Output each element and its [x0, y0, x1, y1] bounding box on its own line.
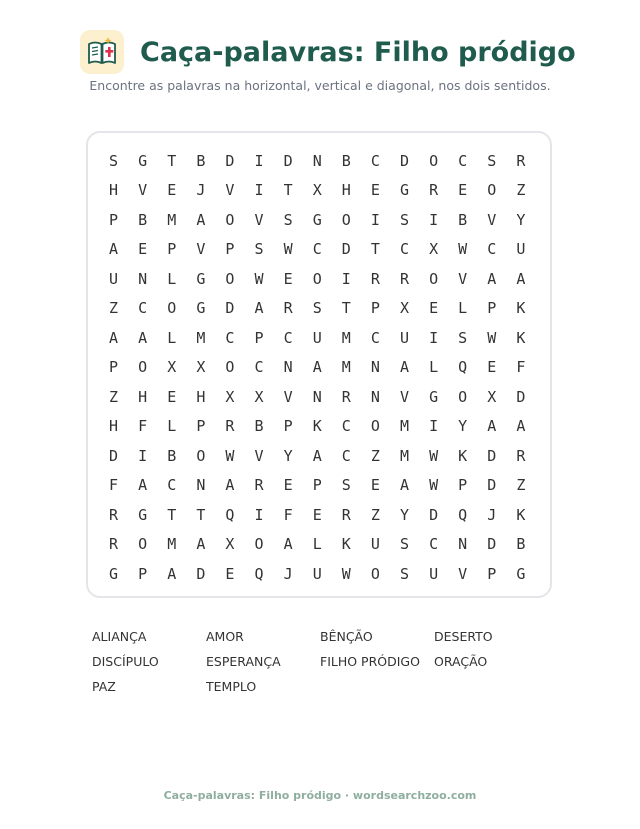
grid-cell[interactable]: N [312, 151, 322, 170]
grid-cell[interactable]: A [196, 535, 206, 554]
grid-cell[interactable]: S [399, 535, 409, 554]
grid-cell[interactable]: A [487, 417, 497, 436]
grid-cell[interactable]: P [487, 299, 497, 318]
grid-cell[interactable]: C [341, 446, 351, 465]
grid-row [99, 235, 535, 265]
grid-cell[interactable]: W [487, 328, 497, 347]
grid-cell[interactable]: V [225, 181, 235, 200]
grid-cell[interactable]: T [283, 181, 293, 200]
grid-row [99, 530, 535, 560]
grid-cell[interactable]: V [254, 446, 264, 465]
grid-cell[interactable]: A [254, 299, 264, 318]
grid-cell[interactable]: P [370, 299, 380, 318]
grid-cell[interactable]: H [109, 181, 119, 200]
grid-cell[interactable]: Z [109, 387, 119, 406]
grid-row [99, 382, 535, 412]
grid-cell[interactable]: A [167, 564, 177, 583]
grid-cell[interactable]: I [138, 446, 148, 465]
grid-cell[interactable]: I [254, 151, 264, 170]
grid-cell[interactable]: I [429, 210, 439, 229]
word-list-item: AMOR [206, 629, 244, 644]
grid-cell[interactable]: R [109, 535, 119, 554]
open-book-icon [80, 30, 124, 74]
grid-cell[interactable]: G [312, 210, 322, 229]
grid-cell[interactable]: E [167, 181, 177, 200]
grid-cell[interactable]: Y [399, 505, 409, 524]
grid-cell[interactable]: P [138, 564, 148, 583]
grid-cell[interactable]: M [196, 328, 206, 347]
grid-row [99, 264, 535, 294]
grid-cell[interactable]: D [487, 535, 497, 554]
grid-cell[interactable]: H [196, 387, 206, 406]
grid-cell[interactable]: B [516, 535, 526, 554]
grid-cell[interactable]: I [429, 328, 439, 347]
grid-cell[interactable]: B [341, 151, 351, 170]
grid-cell[interactable]: J [196, 181, 206, 200]
grid-cell[interactable]: N [458, 535, 468, 554]
grid-cell[interactable]: C [225, 328, 235, 347]
grid-cell[interactable]: L [167, 269, 177, 288]
grid-cell[interactable]: M [167, 210, 177, 229]
grid-cell[interactable]: V [283, 387, 293, 406]
grid-cell[interactable]: P [167, 240, 177, 259]
footer: Caça-palavras: Filho pródigo · wordsearchzoo.com [163, 789, 477, 802]
grid-cell[interactable]: W [225, 446, 235, 465]
grid-cell[interactable]: N [312, 387, 322, 406]
grid-cell[interactable]: S [254, 240, 264, 259]
grid-row [99, 353, 535, 383]
grid-cell[interactable]: U [370, 535, 380, 554]
grid-cell[interactable]: D [283, 151, 293, 170]
grid-cell[interactable]: L [167, 417, 177, 436]
grid-cell[interactable]: X [225, 535, 235, 554]
grid-cell[interactable]: O [225, 358, 235, 377]
grid-cell[interactable]: C [429, 535, 439, 554]
grid-cell[interactable]: R [283, 299, 293, 318]
grid-cell[interactable]: F [283, 505, 293, 524]
grid-row [99, 294, 535, 324]
grid-cell[interactable]: A [399, 358, 409, 377]
grid-cell[interactable]: I [254, 505, 264, 524]
grid-cell[interactable]: U [399, 328, 409, 347]
word-list-item: ESPERANÇA [206, 654, 281, 669]
grid-cell[interactable]: C [254, 358, 264, 377]
grid-cell[interactable]: C [138, 299, 148, 318]
grid-cell[interactable]: Q [254, 564, 264, 583]
grid-cell[interactable]: T [341, 299, 351, 318]
grid-cell[interactable]: M [341, 358, 351, 377]
grid-cell[interactable]: A [283, 535, 293, 554]
grid-cell[interactable]: R [341, 387, 351, 406]
grid-cell[interactable]: X [487, 387, 497, 406]
grid-cell[interactable]: N [138, 269, 148, 288]
grid-cell[interactable]: G [138, 151, 148, 170]
grid-cell[interactable]: R [225, 417, 235, 436]
word-list-item: BÊNÇÃO [320, 629, 373, 644]
grid-cell[interactable]: V [458, 269, 468, 288]
grid-cell[interactable]: P [109, 210, 119, 229]
grid-cell[interactable]: A [225, 476, 235, 495]
grid-cell[interactable]: C [283, 328, 293, 347]
grid-cell[interactable]: C [370, 151, 380, 170]
grid-cell[interactable]: U [516, 240, 526, 259]
grid-row [99, 500, 535, 530]
grid-cell[interactable]: R [370, 269, 380, 288]
grid-cell[interactable]: I [254, 181, 264, 200]
grid-cell[interactable]: W [254, 269, 264, 288]
grid-cell[interactable]: T [167, 505, 177, 524]
grid-cell[interactable]: H [341, 181, 351, 200]
grid-cell[interactable]: B [254, 417, 264, 436]
grid-cell[interactable]: M [399, 446, 409, 465]
grid-cell[interactable]: U [429, 564, 439, 583]
grid-cell[interactable]: T [167, 151, 177, 170]
grid-cell[interactable]: D [109, 446, 119, 465]
grid-cell[interactable]: D [196, 564, 206, 583]
grid-cell[interactable]: A [516, 269, 526, 288]
word-list-item: PAZ [92, 679, 116, 694]
grid-cell[interactable]: D [399, 151, 409, 170]
grid-cell[interactable]: V [254, 210, 264, 229]
grid-cell[interactable]: K [516, 328, 526, 347]
grid-cell[interactable]: S [399, 210, 409, 229]
grid-cell[interactable]: W [429, 446, 439, 465]
grid-cell[interactable]: O [167, 299, 177, 318]
grid-cell[interactable]: V [399, 387, 409, 406]
grid-cell[interactable]: A [109, 240, 119, 259]
grid-cell[interactable]: U [109, 269, 119, 288]
grid-cell[interactable]: W [283, 240, 293, 259]
grid-cell[interactable]: O [370, 564, 380, 583]
grid-cell[interactable]: A [109, 328, 119, 347]
word-list-item: ORAÇÃO [434, 654, 488, 669]
grid-cell[interactable]: E [283, 269, 293, 288]
grid-cell[interactable]: S [487, 151, 497, 170]
grid-cell[interactable]: O [458, 387, 468, 406]
grid-row [99, 323, 535, 353]
grid-cell[interactable]: P [225, 240, 235, 259]
grid-cell[interactable]: E [370, 476, 380, 495]
grid-cell[interactable]: Q [225, 505, 235, 524]
grid-cell[interactable]: C [458, 151, 468, 170]
grid-cell[interactable]: C [487, 240, 497, 259]
grid-row [99, 176, 535, 206]
grid-cell[interactable]: R [516, 151, 526, 170]
grid-cell[interactable]: P [196, 417, 206, 436]
grid-cell[interactable]: M [341, 328, 351, 347]
grid-cell[interactable]: O [138, 535, 148, 554]
grid-cell[interactable]: A [196, 210, 206, 229]
grid-cell[interactable]: H [138, 387, 148, 406]
grid-cell[interactable]: O [196, 446, 206, 465]
grid-cell[interactable]: G [516, 564, 526, 583]
grid-row [99, 412, 535, 442]
grid-cell[interactable]: Z [370, 505, 380, 524]
grid-cell[interactable]: O [429, 151, 439, 170]
grid-cell[interactable]: B [138, 210, 148, 229]
grid-cell[interactable]: O [429, 269, 439, 288]
grid-cell[interactable]: P [312, 476, 322, 495]
grid-cell[interactable]: K [516, 299, 526, 318]
grid-cell[interactable]: N [283, 358, 293, 377]
grid-cell[interactable]: N [196, 476, 206, 495]
grid-cell[interactable]: R [254, 476, 264, 495]
grid-cell[interactable]: D [225, 151, 235, 170]
grid-row [99, 205, 535, 235]
grid-cell[interactable]: T [196, 505, 206, 524]
grid-cell[interactable]: F [138, 417, 148, 436]
grid-cell[interactable]: V [196, 240, 206, 259]
grid-cell[interactable]: Y [458, 417, 468, 436]
page-title: Caça-palavras: Filho pródigo [140, 36, 576, 68]
grid-cell[interactable]: D [341, 240, 351, 259]
grid-cell[interactable]: M [167, 535, 177, 554]
letter-grid [99, 146, 535, 589]
grid-cell[interactable]: Q [458, 358, 468, 377]
grid-cell[interactable]: O [225, 210, 235, 229]
grid-cell[interactable]: O [487, 181, 497, 200]
grid-cell[interactable]: E [283, 476, 293, 495]
grid-cell[interactable]: L [458, 299, 468, 318]
grid-cell[interactable]: C [167, 476, 177, 495]
grid-cell[interactable]: J [283, 564, 293, 583]
grid-cell[interactable]: X [429, 240, 439, 259]
grid-cell[interactable]: S [109, 151, 119, 170]
grid-cell[interactable]: D [429, 505, 439, 524]
grid-cell[interactable]: O [341, 210, 351, 229]
grid-cell[interactable]: P [254, 328, 264, 347]
grid-cell[interactable]: S [399, 564, 409, 583]
grid-cell[interactable]: X [312, 181, 322, 200]
grid-cell[interactable]: E [167, 387, 177, 406]
grid-cell[interactable]: A [138, 328, 148, 347]
word-list [92, 628, 548, 696]
grid-cell[interactable]: E [458, 181, 468, 200]
grid-cell[interactable]: A [399, 476, 409, 495]
grid-row [99, 559, 535, 589]
word-list-item: ALIANÇA [92, 629, 147, 644]
grid-cell[interactable]: S [341, 476, 351, 495]
grid-cell[interactable]: U [312, 564, 322, 583]
grid-cell[interactable]: O [370, 417, 380, 436]
grid-cell[interactable]: E [487, 358, 497, 377]
grid-cell[interactable]: X [225, 387, 235, 406]
grid-cell[interactable]: I [341, 269, 351, 288]
grid-cell[interactable]: Z [516, 181, 526, 200]
grid-cell[interactable]: R [399, 269, 409, 288]
grid-cell[interactable]: N [370, 387, 380, 406]
grid-cell[interactable]: Z [370, 446, 380, 465]
grid-cell[interactable]: P [109, 358, 119, 377]
word-list-item: FILHO PRÓDIGO [320, 654, 420, 669]
header [80, 29, 576, 75]
grid-cell[interactable]: X [254, 387, 264, 406]
grid-cell[interactable]: I [429, 417, 439, 436]
grid-cell[interactable]: G [196, 299, 206, 318]
grid-row [99, 471, 535, 501]
grid-cell[interactable]: S [312, 299, 322, 318]
grid-cell[interactable]: P [487, 564, 497, 583]
grid-cell[interactable]: E [225, 564, 235, 583]
grid-cell[interactable]: A [516, 417, 526, 436]
grid-cell[interactable]: X [196, 358, 206, 377]
grid-cell[interactable]: A [312, 446, 322, 465]
grid-cell[interactable]: W [458, 240, 468, 259]
grid-cell[interactable]: Q [458, 505, 468, 524]
grid-cell[interactable]: O [312, 269, 322, 288]
grid-cell[interactable]: R [341, 505, 351, 524]
grid-cell[interactable]: R [516, 446, 526, 465]
grid-cell[interactable]: T [370, 240, 380, 259]
grid-cell[interactable]: D [225, 299, 235, 318]
word-list-item: DISCÍPULO [92, 654, 159, 669]
grid-cell[interactable]: C [370, 328, 380, 347]
grid-cell[interactable]: S [283, 210, 293, 229]
grid-cell[interactable]: C [399, 240, 409, 259]
grid-cell[interactable]: B [196, 151, 206, 170]
grid-cell[interactable]: G [196, 269, 206, 288]
grid-cell[interactable]: K [458, 446, 468, 465]
grid-cell[interactable]: D [516, 387, 526, 406]
grid-cell[interactable]: E [429, 299, 439, 318]
grid-cell[interactable]: O [138, 358, 148, 377]
grid-cell[interactable]: D [487, 446, 497, 465]
grid-cell[interactable]: A [487, 269, 497, 288]
grid-cell[interactable]: L [312, 535, 322, 554]
grid-cell[interactable]: J [487, 505, 497, 524]
grid-cell[interactable]: O [254, 535, 264, 554]
grid-cell[interactable]: L [429, 358, 439, 377]
grid-cell[interactable]: D [487, 476, 497, 495]
word-list-item: TEMPLO [206, 679, 257, 694]
grid-cell[interactable]: K [312, 417, 322, 436]
grid-cell[interactable]: S [458, 328, 468, 347]
grid-cell[interactable]: A [138, 476, 148, 495]
grid-cell[interactable]: M [399, 417, 409, 436]
grid-cell[interactable]: G [138, 505, 148, 524]
grid-cell[interactable]: N [370, 358, 380, 377]
grid-cell[interactable]: Y [516, 210, 526, 229]
grid-cell[interactable]: G [399, 181, 409, 200]
grid-cell[interactable]: U [312, 328, 322, 347]
grid-cell[interactable]: V [138, 181, 148, 200]
grid-cell[interactable]: Z [516, 476, 526, 495]
word-list-item: DESERTO [434, 629, 493, 644]
grid-cell[interactable]: X [399, 299, 409, 318]
grid-row [99, 441, 535, 471]
grid-cell[interactable]: P [458, 476, 468, 495]
grid-cell[interactable]: F [109, 476, 119, 495]
grid-cell[interactable]: E [370, 181, 380, 200]
grid-cell[interactable]: C [312, 240, 322, 259]
grid-row [99, 146, 535, 176]
grid-cell[interactable]: W [341, 564, 351, 583]
grid-cell[interactable]: K [516, 505, 526, 524]
grid-cell[interactable]: E [138, 240, 148, 259]
grid-cell[interactable]: E [312, 505, 322, 524]
grid-cell[interactable]: O [225, 269, 235, 288]
grid-cell[interactable]: G [109, 564, 119, 583]
grid-cell[interactable]: K [341, 535, 351, 554]
grid-cell[interactable]: Z [109, 299, 119, 318]
grid-cell[interactable]: B [167, 446, 177, 465]
grid-cell[interactable]: R [109, 505, 119, 524]
grid-cell[interactable]: H [109, 417, 119, 436]
grid-cell[interactable]: V [458, 564, 468, 583]
grid-cell[interactable]: X [167, 358, 177, 377]
grid-cell[interactable]: R [429, 181, 439, 200]
grid-cell[interactable]: F [516, 358, 526, 377]
grid-cell[interactable]: P [283, 417, 293, 436]
grid-cell[interactable]: B [458, 210, 468, 229]
grid-cell[interactable]: C [341, 417, 351, 436]
grid-cell[interactable]: I [370, 210, 380, 229]
grid-cell[interactable]: G [429, 387, 439, 406]
grid-cell[interactable]: Y [283, 446, 293, 465]
grid-cell[interactable]: L [167, 328, 177, 347]
grid-cell[interactable]: A [312, 358, 322, 377]
grid-cell[interactable]: V [487, 210, 497, 229]
instructions: Encontre as palavras na horizontal, vertical e diagonal, nos dois sentidos. [89, 78, 551, 93]
grid-cell[interactable]: W [429, 476, 439, 495]
